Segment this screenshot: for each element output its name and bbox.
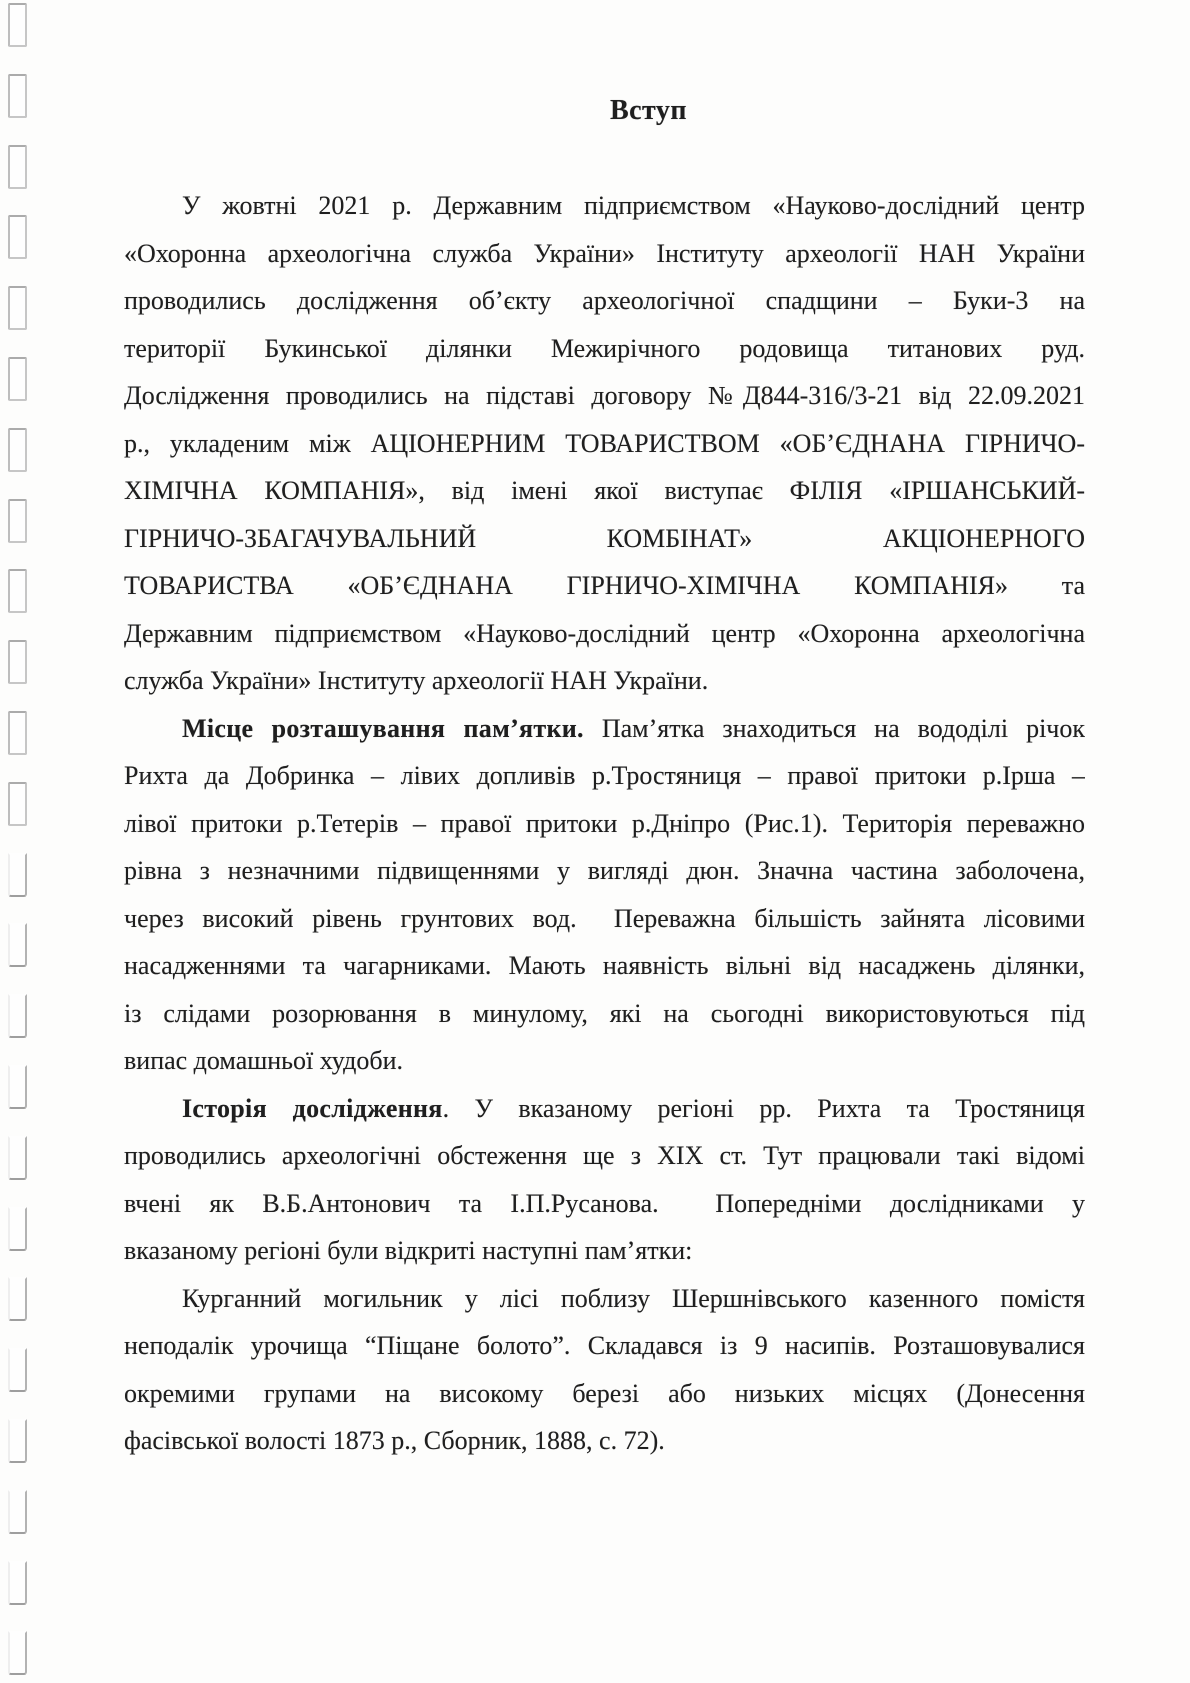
text-line: ТОВАРИСТВА «ОБ’ЄДНАНА ГІРНИЧО-ХІМІЧНА КОМПАНІЯ» та [124,571,1085,600]
text-line: із слідами розорювання в минулому, які на сьогодні використовуються під [124,998,1085,1028]
binding-hole-mark [8,1136,27,1180]
text-line: вчені як В.Б.Антонович та І.П.Русанова. Попередніми дослідниками у [124,1188,1085,1218]
binding-hole-mark [8,1065,27,1109]
binding-hole-mark [8,357,27,401]
binding-hole-mark [8,853,27,897]
binding-hole-mark [8,923,27,967]
binding-hole-mark [8,782,27,826]
bold-lead: Місце розташування пам’ятки. [182,713,584,743]
binding-hole-mark [8,994,27,1038]
text-line: лівої притоки р.Тетерів – правої притоки р.Дніпро (Рис.1). Територія переважно [124,808,1085,838]
text-line: фасівської волості 1873 р., Сборник, 1888, с. 72). [124,1426,665,1455]
page-title: Вступ [609,94,688,126]
text-line: ГІРНИЧО-ЗБАГАЧУВАЛЬНИЙ КОМБІНАТ» АКЦІОНЕРНОГО [124,523,1085,553]
text-line: «Охоронна археологічна служба України» Інституту археології НАН України [124,238,1085,268]
binding-hole-mark [8,215,27,259]
text-line: неподалік урочища “Піщане болото”. Складався із 9 насипів. Розташовувалися [124,1331,1085,1360]
binding-hole-mark [8,1348,27,1392]
binding-hole-mark [8,1419,27,1463]
text-line: насадженнями та чагарниками. Мають наявність вільні від насаджень ділянки, [124,951,1085,980]
binding-hole-mark [8,711,27,755]
binding-hole-mark [8,3,27,47]
binding-hole-mark [8,569,27,613]
binding-hole-mark [8,1631,27,1675]
text-line: служба України» Інституту археології НАН України. [124,666,709,695]
binding-hole-mark [8,74,27,118]
binding-hole-mark [8,1490,27,1534]
binding-hole-mark [8,286,27,330]
text-line: У жовтні 2021 р. Державним підприємством «Науково-дослідний центр [182,191,1085,220]
text-line: Місце розташування пам’ятки. Пам’ятка знаходиться на вододілі річок [182,713,1085,743]
binding-hole-mark [8,145,27,189]
binding-hole-mark [8,499,27,543]
binding-hole-mark [8,640,27,684]
text-line: випас домашньої худоби. [124,1046,403,1075]
text-line: проводились дослідження об’єкту археологічної спадщини – Буки-3 на [124,286,1085,315]
text-line: Рихта да Добринка – лівих допливів р.Тростяниця – правої притоки р.Ірша – [124,761,1085,790]
bold-lead: Історія дослідження [182,1093,443,1123]
text-line: ХІМІЧНА КОМПАНІЯ», від імені якої виступає ФІЛІЯ «ІРШАНСЬКИЙ- [124,476,1085,505]
text-line: території Букинської ділянки Межирічного родовища титанових руд. [124,333,1085,363]
text-line: окремими групами на високому березі або низьких місцях (Донесення [124,1378,1085,1408]
document-body [124,182,1085,1465]
binding-hole-mark [8,1207,27,1251]
binding-hole-mark [8,1277,27,1321]
text-line: Дослідження проводились на підставі договору №Д844-316/3-21 від 22.09.2021 [124,381,1085,410]
text-line: р., укладеним між АЦІОНЕРНИМ ТОВАРИСТВОМ «ОБ’ЄДНАНА ГІРНИЧО- [124,428,1085,458]
binding-hole-mark [8,428,27,472]
text-line: вказаному регіоні були відкриті наступні пам’ятки: [124,1236,693,1265]
binding-holes [0,0,60,1683]
text-line: Курганний могильник у лісі поблизу Шершнівського казенного помістя [182,1283,1085,1313]
text-line: проводились археологічні обстеження ще з XIX ст. Тут працювали такі відомі [124,1141,1085,1170]
text-line: Державним підприємством «Науково-дослідний центр «Охоронна археологічна [124,618,1085,648]
binding-hole-mark [8,1561,27,1605]
text-line: через високий рівень грунтових вод. Переважна більшість зайнята лісовими [124,903,1085,933]
text-line: Історія дослідження. У вказаному регіоні рр. Рихта та Тростяниця [182,1093,1085,1123]
text-line: рівна з незначними підвищеннями у вигляді дюн. Значна частина заболочена, [124,856,1085,885]
